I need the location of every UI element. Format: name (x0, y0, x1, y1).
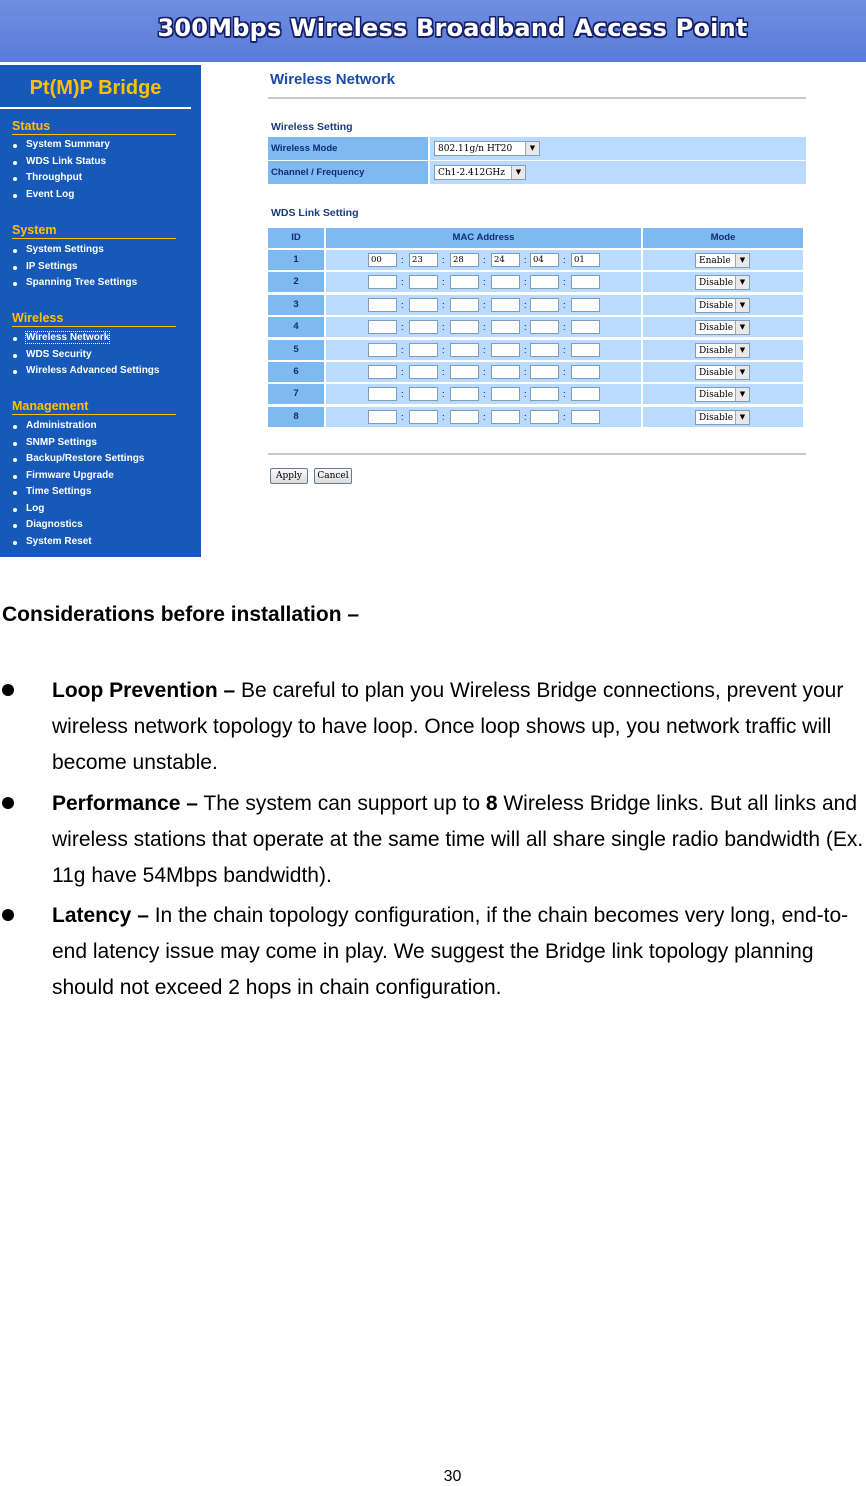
header-mode: Mode (643, 228, 803, 248)
mac-octet-input[interactable] (368, 298, 397, 312)
bullet-performance: Performance – The system can support up to 8 Wireless Bridge links. But all links and wireless stations that operate at the same time will all share single radio bandwidth (Ex. 11g have 54Mbps bandwidth). (52, 792, 864, 887)
sidebar-item-backup-restore-settings[interactable]: Backup/Restore Settings (0, 451, 144, 468)
mac-separator: : (442, 367, 445, 377)
mac-separator: : (442, 389, 445, 400)
mac-octet-input[interactable]: 28 (450, 253, 479, 267)
mac-octet-input[interactable] (491, 298, 520, 312)
table-row (268, 362, 803, 382)
mac-octet-input[interactable] (409, 343, 438, 357)
section-heading: Considerations before installation – (2, 603, 360, 626)
mode-select[interactable]: Disable ▼ (695, 343, 750, 358)
table-row (268, 272, 803, 292)
mac-address-cell (326, 340, 641, 360)
table-row (268, 407, 803, 427)
mac-octet-input[interactable]: 04 (530, 253, 559, 267)
mac-octet-input[interactable] (368, 320, 397, 334)
mac-octet-input[interactable] (368, 343, 397, 357)
mac-separator: : (563, 389, 566, 400)
mac-octet-input[interactable] (530, 410, 559, 424)
bullet-loop-prevention: Loop Prevention – Be careful to plan you Wireless Bridge connections, prevent your wireless network topology to have loop. Once loop shows up, you network traffic will become unstable. (52, 679, 844, 774)
sidebar-item-wds-link-status[interactable]: WDS Link Status (0, 154, 110, 171)
mac-octet-input[interactable] (571, 365, 600, 379)
chevron-down-icon: ▼ (511, 166, 525, 179)
mac-separator: : (563, 344, 566, 355)
mac-separator: : (524, 367, 527, 377)
chevron-down-icon: ▼ (525, 142, 539, 155)
mac-octet-input[interactable] (491, 365, 520, 379)
mode-cell (643, 340, 803, 360)
sidebar-item-wireless-advanced-settings[interactable]: Wireless Advanced Settings (0, 363, 159, 380)
mode-cell (643, 250, 803, 270)
table-row (268, 250, 803, 270)
mac-octet-input[interactable] (409, 320, 438, 334)
mode-cell (643, 317, 803, 337)
chevron-down-icon: ▼ (735, 388, 749, 401)
mode-select[interactable]: Disable ▼ (695, 365, 750, 380)
mode-cell (643, 384, 803, 404)
mac-octet-input[interactable] (450, 275, 479, 289)
wds-table-header (268, 228, 803, 248)
sidebar-section-status: Status (12, 119, 176, 135)
mac-separator: : (483, 411, 486, 422)
sidebar-list-wireless (0, 330, 159, 380)
mac-octet-input[interactable] (450, 298, 479, 312)
banner-title: 300Mbps Wireless Broadband Access Point (157, 14, 748, 42)
mac-octet-input[interactable] (530, 298, 559, 312)
mac-separator: : (442, 344, 445, 355)
page-number: 30 (443, 1468, 462, 1485)
mac-separator: : (442, 322, 445, 333)
sidebar-item-ip-settings[interactable]: IP Settings (0, 259, 137, 276)
sidebar-item-event-log[interactable]: Event Log (0, 187, 110, 204)
mac-octet-input[interactable] (491, 410, 520, 424)
mac-octet-input[interactable] (530, 387, 559, 401)
table-row (268, 317, 803, 337)
sidebar-item-system-settings[interactable]: System Settings (0, 242, 137, 259)
mac-separator: : (442, 255, 445, 265)
mac-separator: : (442, 277, 445, 288)
sidebar-item-time-settings[interactable]: Time Settings (0, 484, 144, 501)
wireless-setting-title: Wireless Setting (271, 121, 353, 133)
chevron-down-icon: ▼ (735, 321, 749, 334)
brand-logo: Pt(M)P Bridge (0, 65, 191, 109)
sidebar-section-management: Management (12, 399, 176, 415)
banner (0, 0, 866, 62)
mac-octet-input[interactable] (571, 320, 600, 334)
bullet-dot-icon (2, 684, 14, 696)
mac-octet-input[interactable] (368, 410, 397, 424)
mac-octet-input[interactable] (491, 387, 520, 401)
channel-frequency-select[interactable]: Ch1-2.412GHz ▼ (434, 165, 526, 180)
mac-separator: : (563, 367, 566, 377)
mac-octet-input[interactable] (450, 365, 479, 379)
sidebar-item-administration[interactable]: Administration (0, 418, 144, 435)
mac-separator: : (401, 255, 404, 265)
header-id: ID (268, 228, 324, 248)
sidebar-list-system (0, 242, 137, 292)
bullet-dot-icon (2, 909, 14, 921)
sidebar-section-system: System (12, 223, 176, 239)
mac-octet-input[interactable] (530, 320, 559, 334)
mac-octet-input[interactable] (491, 275, 520, 289)
mac-separator: : (524, 344, 527, 355)
mac-separator: : (483, 322, 486, 333)
sidebar-item-system-reset[interactable]: System Reset (0, 534, 144, 551)
mac-octet-input[interactable] (450, 320, 479, 334)
table-row (268, 340, 803, 360)
mac-octet-input[interactable] (368, 387, 397, 401)
mac-octet-input[interactable] (409, 410, 438, 424)
mac-separator: : (401, 322, 404, 333)
mac-separator: : (442, 411, 445, 422)
mac-octet-input[interactable] (409, 387, 438, 401)
sidebar-item-throughput[interactable]: Throughput (0, 170, 110, 187)
mac-octet-input[interactable] (571, 298, 600, 312)
bullet-latency: Latency – In the chain topology configuration, if the chain becomes very long, end-to-end latency issue may come in play. We suggest the Bridge link topology planning should not exceed 2 hops in chain configuration. (52, 904, 849, 999)
mac-separator: : (483, 277, 486, 288)
mac-octet-input[interactable] (571, 275, 600, 289)
mac-octet-input[interactable] (571, 343, 600, 357)
mac-separator: : (483, 389, 486, 400)
mac-separator: : (401, 389, 404, 400)
mac-octet-input[interactable] (491, 320, 520, 334)
apply-button[interactable]: Apply (270, 468, 308, 484)
mode-select[interactable]: Disable ▼ (695, 320, 750, 335)
mac-octet-input[interactable] (571, 410, 600, 424)
mac-octet-input[interactable] (368, 275, 397, 289)
mac-address-cell (326, 362, 641, 382)
mac-separator: : (563, 411, 566, 422)
chevron-down-icon: ▼ (735, 366, 749, 379)
wireless-mode-row (268, 137, 806, 160)
mac-address-cell (326, 295, 641, 315)
sidebar-list-status (0, 137, 110, 203)
divider (268, 453, 806, 455)
sidebar-item-wds-security[interactable]: WDS Security (0, 347, 159, 364)
mac-separator: : (401, 299, 404, 310)
mac-octet-input[interactable] (530, 275, 559, 289)
channel-frequency-label: Channel / Frequency (268, 161, 428, 184)
sidebar-item-diagnostics[interactable]: Diagnostics (0, 517, 144, 534)
mac-separator: : (442, 299, 445, 310)
row-id: 2 (268, 272, 324, 292)
channel-frequency-row (268, 161, 806, 184)
mac-separator: : (483, 344, 486, 355)
page-title: Wireless Network (270, 71, 395, 88)
mac-octet-input[interactable] (450, 387, 479, 401)
mac-octet-input[interactable] (409, 298, 438, 312)
sidebar-item-spanning-tree-settings[interactable]: Spanning Tree Settings (0, 275, 137, 292)
mac-separator: : (563, 322, 566, 333)
mac-octet-input[interactable]: 23 (409, 253, 438, 267)
wireless-mode-label: Wireless Mode (268, 137, 428, 160)
mode-cell (643, 272, 803, 292)
mac-octet-input[interactable]: 00 (368, 253, 397, 267)
mac-separator: : (401, 411, 404, 422)
mac-separator: : (524, 322, 527, 333)
sidebar-item-snmp-settings[interactable]: SNMP Settings (0, 435, 144, 452)
wireless-mode-select[interactable]: 802.11g/n HT20 ▼ (434, 141, 540, 156)
chevron-down-icon: ▼ (735, 299, 749, 312)
mac-address-cell (326, 317, 641, 337)
mode-select[interactable]: Disable ▼ (695, 410, 750, 425)
sidebar (0, 65, 201, 557)
mac-octet-input[interactable] (530, 343, 559, 357)
chevron-down-icon: ▼ (735, 411, 749, 424)
row-id: 4 (268, 317, 324, 337)
row-id: 8 (268, 407, 324, 427)
mac-separator: : (483, 299, 486, 310)
sidebar-item-log[interactable]: Log (0, 501, 144, 518)
mac-octet-input[interactable] (491, 343, 520, 357)
row-id: 1 (268, 250, 324, 270)
mode-cell (643, 295, 803, 315)
mode-select[interactable]: Disable ▼ (695, 298, 750, 313)
row-id: 6 (268, 362, 324, 382)
mac-octet-input[interactable]: 01 (571, 253, 600, 267)
sidebar-item-wireless-network[interactable]: Wireless Network (0, 330, 159, 347)
row-id: 5 (268, 340, 324, 360)
mac-separator: : (563, 277, 566, 288)
chevron-down-icon: ▼ (735, 254, 749, 267)
mac-separator: : (524, 389, 527, 400)
mac-address-cell (326, 384, 641, 404)
mac-separator: : (524, 411, 527, 422)
table-row (268, 295, 803, 315)
mac-separator: : (483, 255, 486, 265)
mac-octet-input[interactable] (409, 275, 438, 289)
wds-link-setting-title: WDS Link Setting (271, 207, 359, 219)
mac-octet-input[interactable]: 24 (491, 253, 520, 267)
cancel-button[interactable]: Cancel (314, 468, 352, 484)
mac-octet-input[interactable] (450, 343, 479, 357)
sidebar-list-management (0, 418, 144, 550)
row-id: 3 (268, 295, 324, 315)
header-mac-address: MAC Address (326, 228, 641, 248)
mac-octet-input[interactable] (368, 365, 397, 379)
mac-separator: : (524, 255, 527, 265)
mac-address-cell (326, 272, 641, 292)
mac-separator: : (563, 299, 566, 310)
mac-address-cell (326, 407, 641, 427)
bullet-dot-icon (2, 797, 14, 809)
mode-cell (643, 407, 803, 427)
chevron-down-icon: ▼ (735, 276, 749, 289)
sidebar-item-system-summary[interactable]: System Summary (0, 137, 110, 154)
chevron-down-icon: ▼ (735, 344, 749, 357)
mac-octet-input[interactable] (409, 365, 438, 379)
mode-select[interactable]: Enable ▼ (695, 253, 750, 268)
mac-separator: : (401, 344, 404, 355)
mac-separator: : (401, 277, 404, 288)
mac-address-cell (326, 250, 641, 270)
mac-octet-input[interactable] (450, 410, 479, 424)
row-id: 7 (268, 384, 324, 404)
sidebar-item-firmware-upgrade[interactable]: Firmware Upgrade (0, 468, 144, 485)
mac-separator: : (524, 277, 527, 288)
mac-separator: : (524, 299, 527, 310)
mac-octet-input[interactable] (530, 365, 559, 379)
mac-separator: : (483, 367, 486, 377)
mac-separator: : (563, 255, 566, 265)
divider (268, 97, 806, 99)
sidebar-section-wireless: Wireless (12, 311, 176, 327)
mode-cell (643, 362, 803, 382)
mode-select[interactable]: Disable ▼ (695, 387, 750, 402)
table-row (268, 384, 803, 404)
mac-octet-input[interactable] (571, 387, 600, 401)
mac-separator: : (401, 367, 404, 377)
mode-select[interactable]: Disable ▼ (695, 275, 750, 290)
